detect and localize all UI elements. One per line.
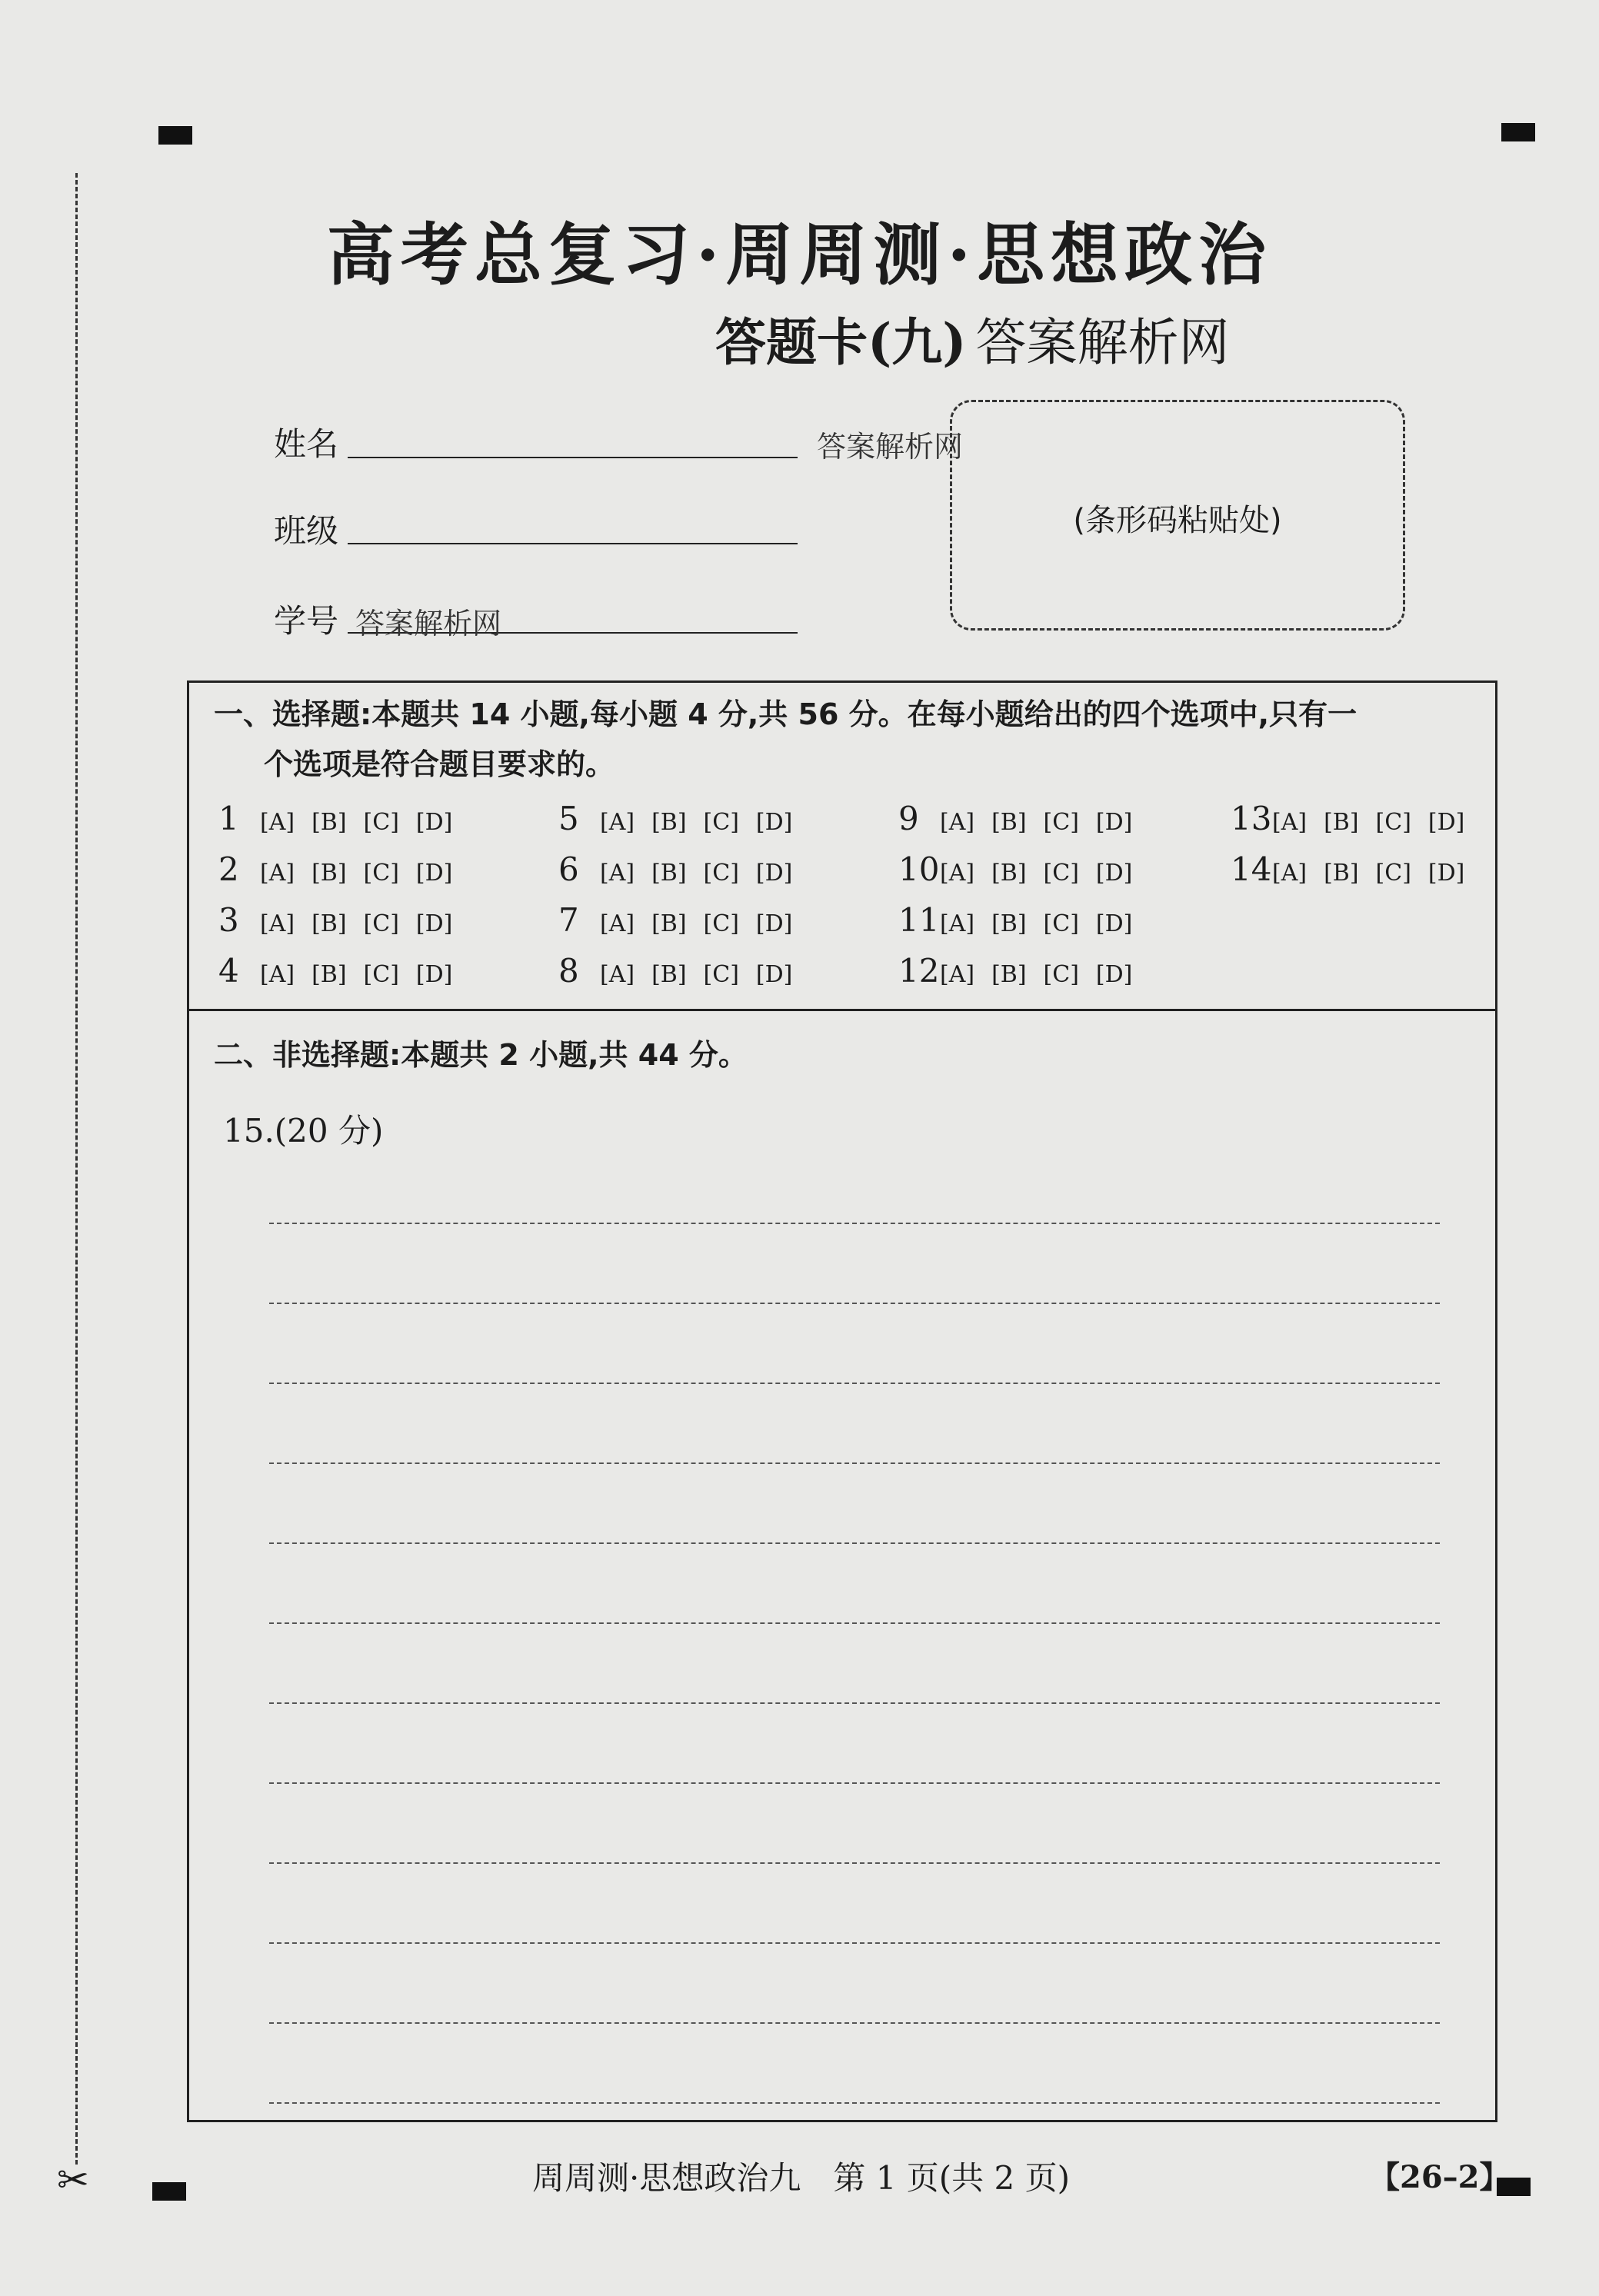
answer-bubble[interactable]: [C] [1375, 860, 1411, 887]
answer-bubble[interactable]: [B] [991, 809, 1027, 836]
answer-bubble[interactable]: [D] [1095, 910, 1133, 937]
answer-bubble[interactable]: [D] [1427, 809, 1465, 836]
answer-bubble[interactable]: [A] [940, 910, 975, 937]
question-number: 8 [558, 952, 579, 990]
mc-question [1231, 800, 1464, 837]
answer-bubble[interactable]: [A] [600, 961, 635, 988]
answer-bubble[interactable]: [A] [600, 809, 635, 836]
answer-bubble[interactable]: [D] [1427, 860, 1465, 887]
question-number: 7 [558, 901, 579, 939]
mc-question [558, 901, 792, 939]
section1-heading-line2: 个选项是符合题目要求的。 [264, 747, 615, 781]
answer-bubble[interactable]: [B] [651, 961, 687, 988]
answer-bubble[interactable]: [B] [311, 910, 347, 937]
question-number: 6 [558, 850, 579, 888]
answer-bubble[interactable]: [C] [703, 809, 739, 836]
answer-bubble[interactable]: [D] [755, 961, 793, 988]
page-code: 【26–2】 [1369, 2159, 1511, 2195]
question-number: 2 [218, 850, 239, 888]
answer-bubble[interactable]: [C] [1375, 809, 1411, 836]
answer-bubble[interactable]: [A] [260, 910, 295, 937]
question-number: 5 [558, 800, 579, 837]
question-number: 12 [898, 952, 940, 990]
mc-question [558, 850, 792, 888]
mc-question [558, 800, 792, 837]
answer-bubble[interactable]: [A] [1272, 809, 1308, 836]
answer-options [1272, 809, 1464, 836]
mc-question [898, 952, 1132, 990]
answer-bubble[interactable]: [A] [600, 860, 635, 887]
answer-options [600, 910, 792, 937]
student-id-label: 学号 [274, 602, 339, 640]
answer-options [1272, 860, 1464, 887]
answer-options [940, 910, 1132, 937]
mc-question [898, 850, 1132, 888]
answer-line[interactable] [269, 1862, 1440, 1864]
scissors-icon: ✂ [57, 2158, 89, 2202]
barcode-label: (条形码粘贴处) [1073, 503, 1282, 538]
answer-bubble[interactable]: [A] [940, 961, 975, 988]
answer-line[interactable] [269, 2022, 1440, 2024]
answer-options [260, 809, 452, 836]
page-subtitle [715, 301, 1229, 374]
answer-options [940, 860, 1132, 887]
registration-mark-top-right [1501, 123, 1535, 141]
answer-options [940, 809, 1132, 836]
answer-bubble[interactable]: [D] [1095, 809, 1133, 836]
answer-bubble[interactable]: [D] [415, 809, 453, 836]
answer-bubble[interactable]: [B] [311, 809, 347, 836]
answer-bubble[interactable]: [D] [415, 910, 453, 937]
answer-options [600, 860, 792, 887]
answer-line[interactable] [269, 2102, 1440, 2104]
answer-line[interactable] [269, 1223, 1440, 1224]
answer-bubble[interactable]: [B] [1324, 860, 1359, 887]
subtitle-watermark: 答案解析网 [975, 313, 1230, 372]
answer-bubble[interactable]: [C] [1043, 910, 1079, 937]
answer-bubble[interactable]: [B] [311, 961, 347, 988]
answer-bubble[interactable]: [B] [991, 860, 1027, 887]
answer-line[interactable] [269, 1303, 1440, 1304]
answer-bubble[interactable]: [A] [1272, 860, 1308, 887]
registration-mark-top-left [158, 126, 192, 145]
mc-question [558, 952, 792, 990]
page-title: 高考总复习·周周测·思想政治 [326, 215, 1273, 294]
answer-bubble[interactable]: [C] [363, 910, 399, 937]
mc-question [898, 800, 1132, 837]
answer-bubble[interactable]: [B] [651, 910, 687, 937]
answer-options [600, 961, 792, 988]
answer-line[interactable] [269, 1462, 1440, 1464]
question-15-label: 15.(20 分) [223, 1112, 384, 1150]
question-number: 13 [1231, 800, 1272, 837]
subtitle-text: 答题卡(九) [715, 312, 967, 372]
answer-bubble[interactable]: [A] [940, 860, 975, 887]
answer-line[interactable] [269, 1383, 1440, 1384]
answer-bubble[interactable]: [D] [415, 961, 453, 988]
free-response-section [187, 1009, 1497, 2122]
answer-bubble[interactable]: [A] [260, 961, 295, 988]
answer-bubble[interactable]: [C] [363, 860, 399, 887]
answer-bubble[interactable]: [B] [991, 961, 1027, 988]
question-number: 10 [898, 850, 940, 888]
mc-question [218, 800, 452, 837]
mc-question [898, 901, 1132, 939]
answer-line[interactable] [269, 1942, 1440, 1944]
answer-bubble[interactable]: [C] [1043, 809, 1079, 836]
answer-bubble[interactable]: [D] [415, 860, 453, 887]
question-number: 3 [218, 901, 239, 939]
answer-options [260, 860, 452, 887]
page-footer: 周周测·思想政治九 第 1 页(共 2 页) [532, 2159, 1070, 2197]
student-id-value: 答案解析网 [355, 607, 502, 641]
mc-question [218, 952, 452, 990]
answer-options [940, 961, 1132, 988]
answer-bubble[interactable]: [A] [260, 860, 295, 887]
answer-options [600, 809, 792, 836]
answer-bubble[interactable]: [D] [1095, 860, 1133, 887]
section2-heading: 二、非选择题:本题共 2 小题,共 44 分。 [214, 1038, 748, 1072]
answer-bubble[interactable]: [A] [600, 910, 635, 937]
answer-bubble[interactable]: [C] [1043, 961, 1079, 988]
question-number: 1 [218, 800, 239, 837]
answer-bubble[interactable]: [C] [1043, 860, 1079, 887]
cut-line [75, 173, 78, 2165]
answer-bubble[interactable]: [D] [755, 910, 793, 937]
answer-bubble[interactable]: [C] [363, 809, 399, 836]
question-number: 14 [1231, 850, 1272, 888]
answer-bubble[interactable]: [B] [651, 860, 687, 887]
question-number: 4 [218, 952, 239, 990]
answer-bubble[interactable]: [C] [703, 860, 739, 887]
question-number: 11 [898, 901, 940, 939]
answer-bubble[interactable]: [C] [703, 961, 739, 988]
name-label: 姓名 [274, 425, 339, 463]
answer-bubble[interactable]: [A] [940, 809, 975, 836]
answer-bubble[interactable]: [D] [755, 809, 793, 836]
class-label: 班级 [274, 512, 339, 550]
answer-line[interactable] [269, 1702, 1440, 1704]
answer-bubble[interactable]: [D] [755, 860, 793, 887]
answer-options [260, 910, 452, 937]
answer-bubble[interactable]: [B] [311, 860, 347, 887]
answer-line[interactable] [269, 1542, 1440, 1544]
question-number: 9 [898, 800, 919, 837]
registration-mark-bottom-left [152, 2182, 186, 2201]
answer-bubble[interactable]: [A] [260, 809, 295, 836]
answer-bubble[interactable]: [B] [1324, 809, 1359, 836]
class-field[interactable] [348, 543, 798, 544]
name-field[interactable] [348, 457, 798, 458]
barcode-area [950, 400, 1405, 631]
name-watermark: 答案解析网 [817, 430, 964, 464]
answer-options [260, 961, 452, 988]
answer-line[interactable] [269, 1782, 1440, 1784]
answer-bubble[interactable]: [C] [703, 910, 739, 937]
answer-bubble[interactable]: [B] [651, 809, 687, 836]
mc-question [218, 901, 452, 939]
answer-line[interactable] [269, 1622, 1440, 1624]
section1-heading-line1: 一、选择题:本题共 14 小题,每小题 4 分,共 56 分。在每小题给出的四个选项中,只有一 [214, 697, 1357, 731]
mc-question [218, 850, 452, 888]
mc-question [1231, 850, 1464, 888]
answer-bubble[interactable]: [D] [1095, 961, 1133, 988]
answer-bubble[interactable]: [B] [991, 910, 1027, 937]
answer-bubble[interactable]: [C] [363, 961, 399, 988]
